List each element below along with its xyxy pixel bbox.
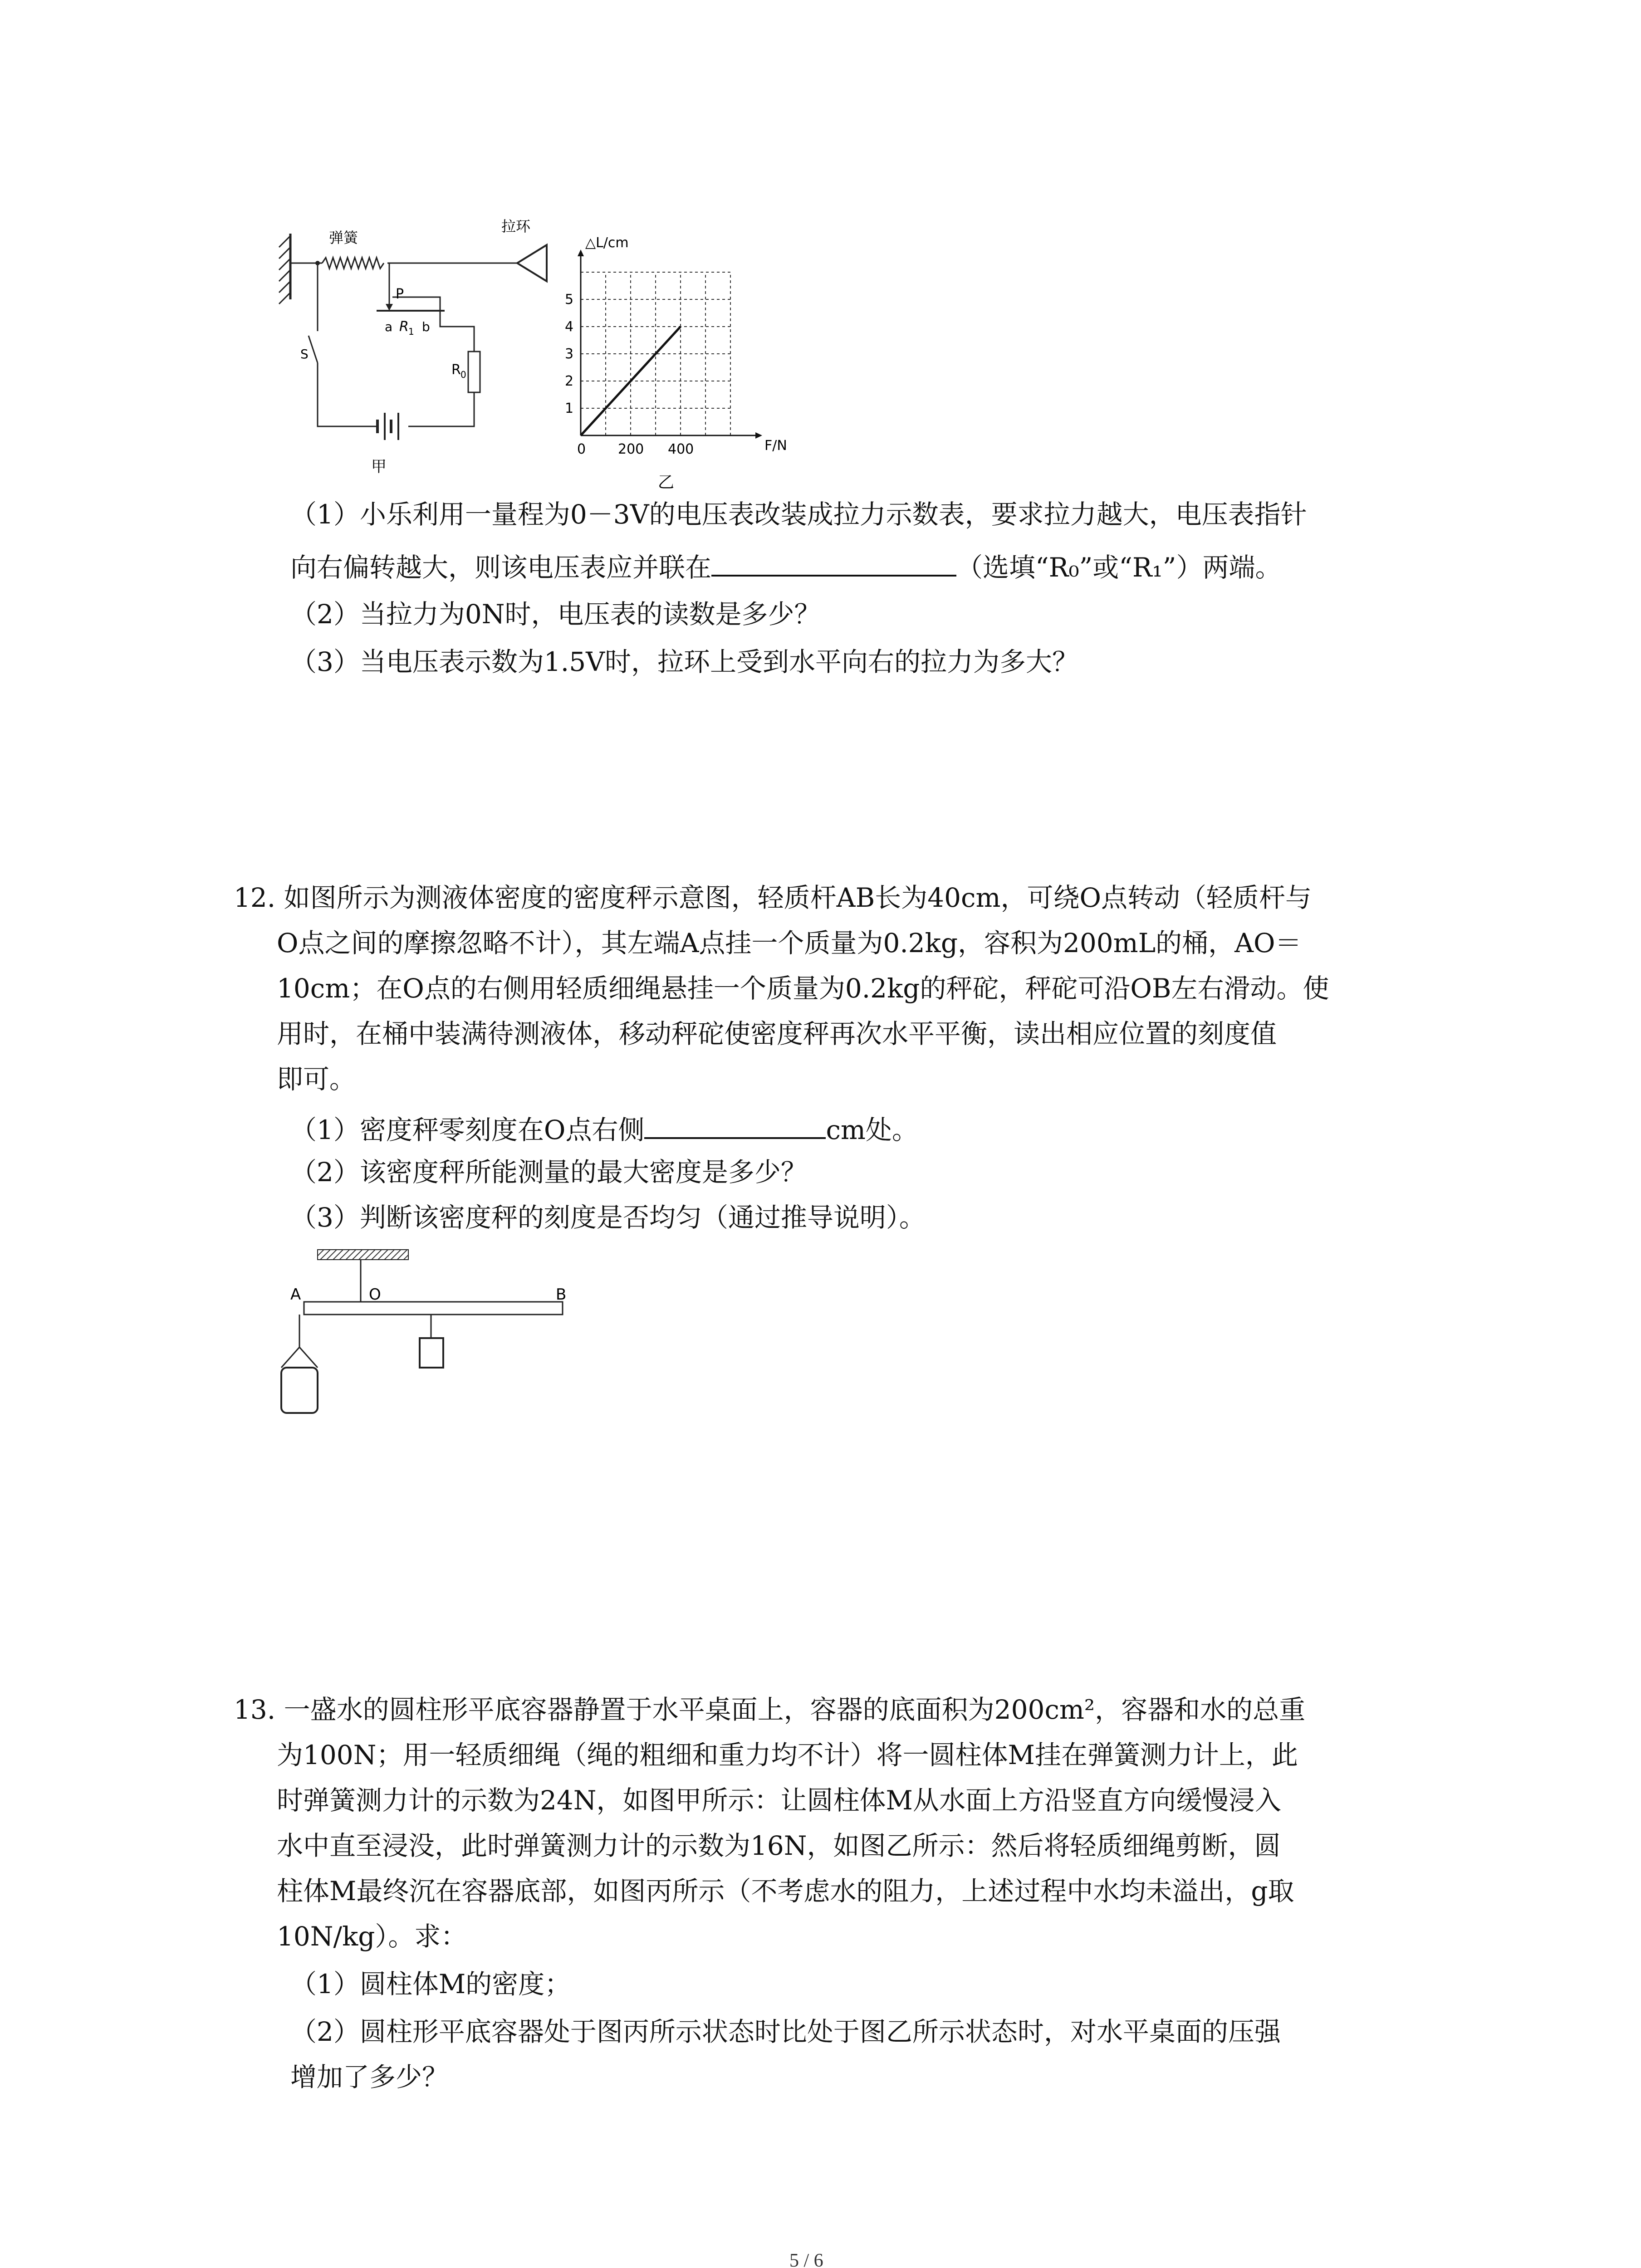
q11-part2: （2）当拉力为0N时，电压表的读数是多少？ xyxy=(290,599,821,630)
label-a-point: A xyxy=(290,1286,301,1304)
label-spring: 弹簧 xyxy=(329,229,358,246)
q13-part2-line1: （2）圆柱形平底容器处于图丙所示状态时比处于图乙所示状态时，对水平桌面的压强 xyxy=(290,2016,1281,2047)
label-p: P xyxy=(396,286,404,302)
q13-line4: 水中直至浸没，此时弹簧测力计的示数为16N，如图乙所示：然后将轻质细绳剪断，圆 xyxy=(277,1830,1281,1861)
q13-line5: 柱体M最终沉在容器底部，如图丙所示（不考虑水的阻力，上述过程中水均未溢出，g取 xyxy=(277,1876,1294,1906)
y-tick-label: 5 xyxy=(565,292,574,308)
label-r0-sub: 0 xyxy=(460,369,466,380)
q12-line3: 10cm；在O点的右侧用轻质细绳悬挂一个质量为0.2kg的秤砣，秤砣可沿OB左右滑动。使 xyxy=(277,973,1329,1004)
q13-part2-line2: 增加了多少？ xyxy=(290,2062,449,2092)
y-tick-label: 4 xyxy=(565,319,574,335)
caption-yi: 乙 xyxy=(658,473,675,490)
q11-part1-line2 xyxy=(290,551,1281,581)
page-number: 5 / 6 xyxy=(789,2250,823,2268)
q11-part3: （3）当电压表示数为1.5V时，拉环上受到水平向右的拉力为多大？ xyxy=(290,646,1079,677)
q12-line4: 用时，在桶中装满待测液体，移动秤砣使密度秤再次水平平衡，读出相应位置的刻度值 xyxy=(277,1018,1277,1049)
graph-yi xyxy=(554,236,789,490)
x-axis-arrow xyxy=(755,432,762,439)
q11-part1-options: （选填“R₀”或“R₁”）两端。 xyxy=(956,552,1282,583)
y-axis-label: △L/cm xyxy=(585,236,629,251)
q13-line1: 13. 一盛水的圆柱形平底容器静置于水平桌面上，容器的底面积为200cm²，容器和水的总重 xyxy=(234,1694,1306,1725)
q12-part1 xyxy=(290,1114,918,1143)
label-s: S xyxy=(300,347,309,362)
label-a: a xyxy=(385,319,393,334)
y-tick-label: 3 xyxy=(565,346,574,362)
q12-part3: （3）判断该密度秤的刻度是否均匀（通过推导说明）。 xyxy=(290,1202,926,1233)
q12-answer-blank[interactable] xyxy=(644,1114,826,1139)
y-axis-arrow xyxy=(578,249,584,256)
y-tick-label: 2 xyxy=(565,373,574,389)
x-tick-label: 400 xyxy=(668,441,694,457)
q12-part1-text: （1）密度秤零刻度在O点右侧 xyxy=(290,1114,645,1145)
x-tick-label: 0 xyxy=(577,441,586,457)
label-r0: R xyxy=(451,362,461,378)
x-axis-label: F/N xyxy=(764,438,787,454)
x-tick-label: 200 xyxy=(618,441,644,457)
q12-line1: 12. 如图所示为测液体密度的密度秤示意图，轻质杆AB长为40cm，可绕O点转动（轻质杆与 xyxy=(234,882,1312,913)
label-r1-sub: 1 xyxy=(408,326,414,337)
q11-part1-text: 向右偏转越大，则该电压表应并联在 xyxy=(290,552,712,583)
q12-line5: 即可。 xyxy=(277,1064,356,1095)
label-ring: 拉环 xyxy=(501,218,531,235)
q13-line2: 为100N；用一轻质细绳（绳的粗细和重力均不计）将一圆柱体M挂在弹簧测力计上，此 xyxy=(277,1740,1298,1770)
q11-answer-blank[interactable] xyxy=(711,551,956,577)
q13-line6: 10N/kg）。求： xyxy=(277,1921,467,1952)
label-b-point: B xyxy=(556,1286,567,1304)
q11-part1-line1: （1）小乐利用一量程为0－3V的电压表改装成拉力示数表，要求拉力越大，电压表指针 xyxy=(290,499,1307,530)
lever-diagram xyxy=(272,1243,590,1424)
q13-part1: （1）圆柱体M的密度； xyxy=(290,1969,571,1999)
q12-part2: （2）该密度秤所能测量的最大密度是多少？ xyxy=(290,1157,807,1188)
label-r1: R xyxy=(399,319,409,335)
q13-line3: 时弹簧测力计的示数为24N，如图甲所示：让圆柱体M从水面上方沿竖直方向缓慢浸入 xyxy=(277,1785,1281,1816)
circuit-diagram-jia xyxy=(272,218,572,499)
label-b: b xyxy=(422,319,430,334)
label-o-point: O xyxy=(369,1286,381,1304)
y-tick-label: 1 xyxy=(565,401,574,416)
caption-jia: 甲 xyxy=(371,458,387,476)
q12-part1-unit: cm处。 xyxy=(826,1114,918,1145)
q12-line2: O点之间的摩擦忽略不计），其左端A点挂一个质量为0.2kg，容积为200mL的桶，AO＝ xyxy=(277,928,1302,958)
